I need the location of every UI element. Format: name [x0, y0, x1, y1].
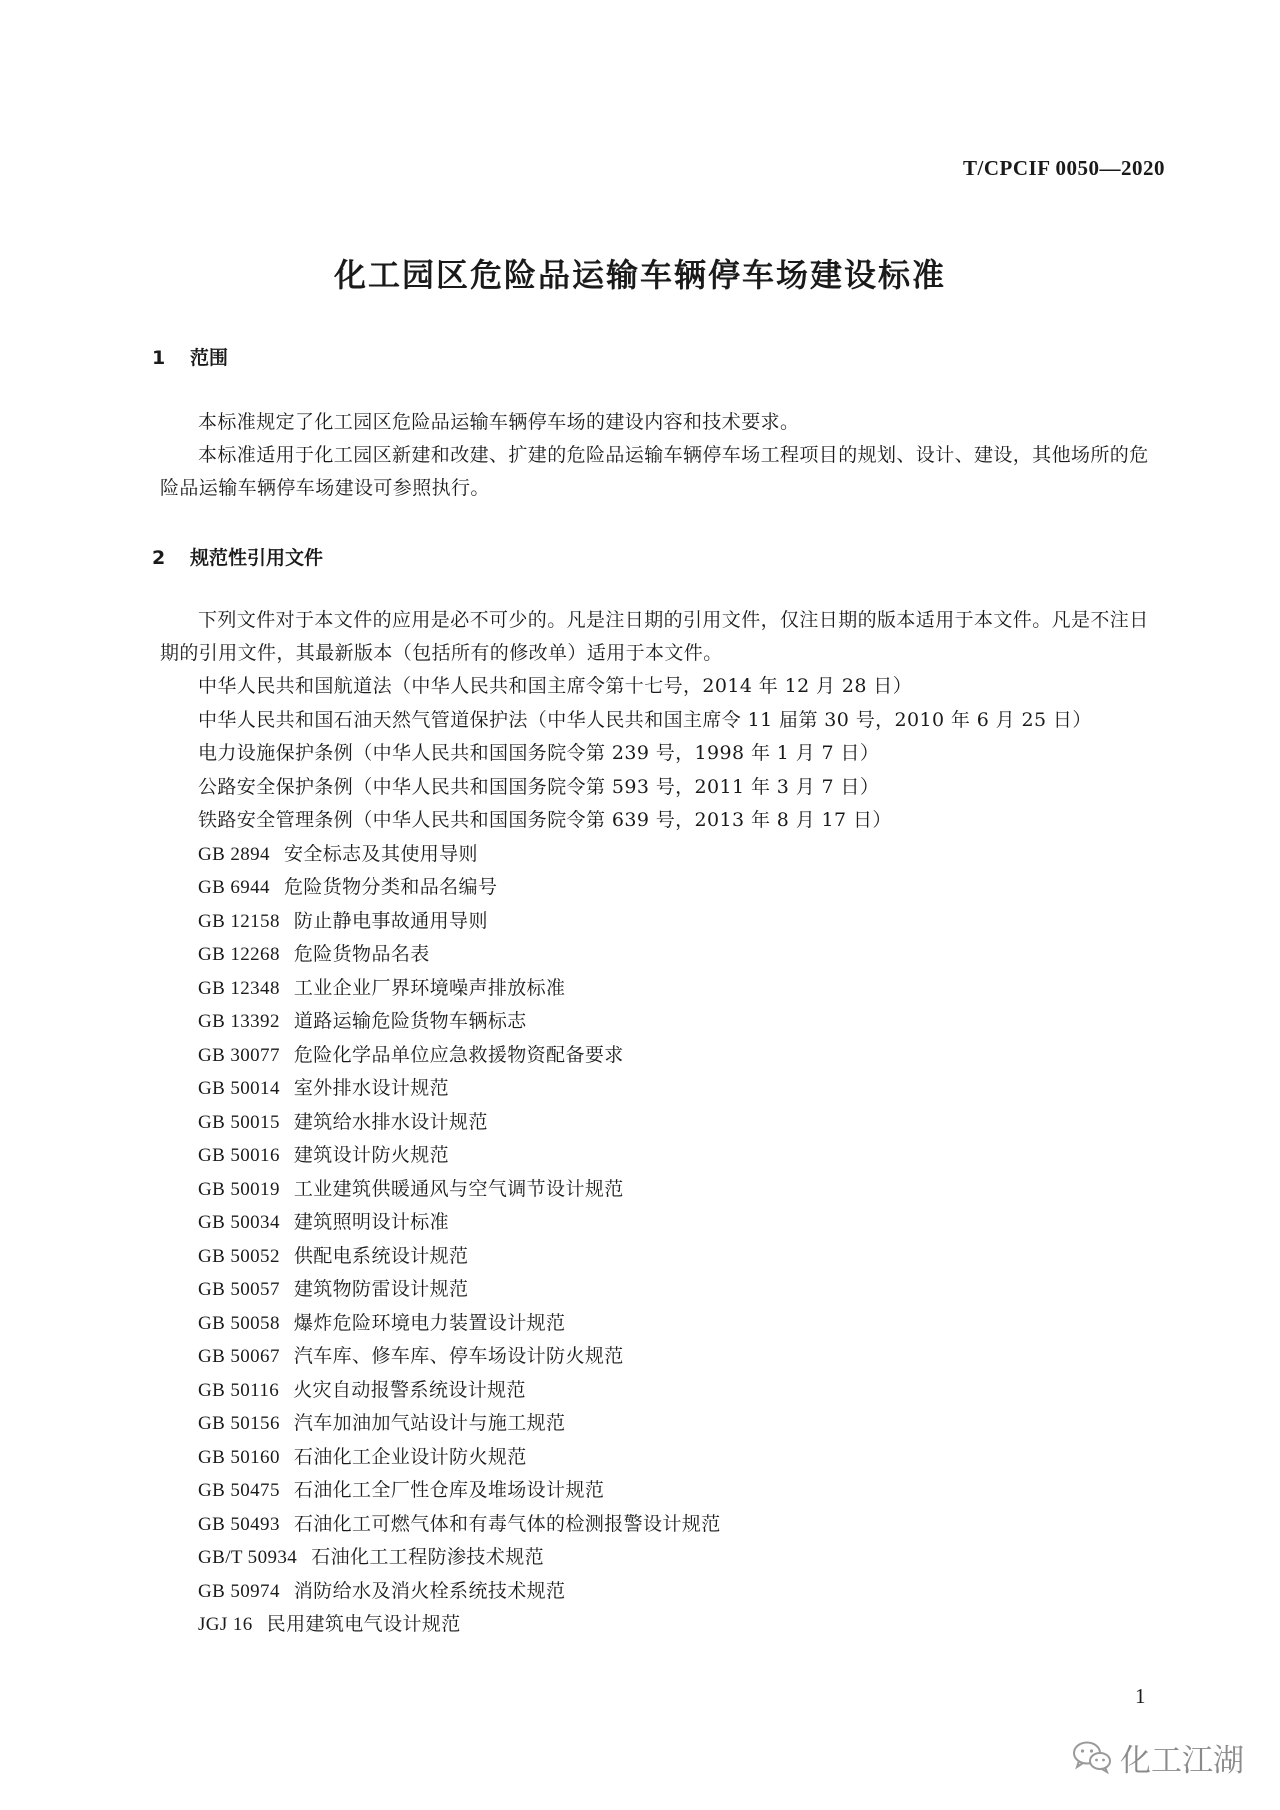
- standard-code: GB 50067: [198, 1346, 280, 1367]
- standard-reference: [198, 838, 1092, 872]
- standard-title: 爆炸危险环境电力装置设计规范: [293, 1311, 566, 1334]
- standard-code: GB 12268: [198, 944, 280, 965]
- standard-reference: [198, 972, 1092, 1006]
- standard-reference: [198, 1072, 1092, 1106]
- standard-code: GB 50974: [198, 1580, 280, 1602]
- law-reference: 铁路安全管理条例（中华人民共和国国务院令第 639 号，2013 年 8 月 17 日）: [198, 809, 892, 831]
- standard-code: GB 13392: [198, 1011, 280, 1032]
- standard-reference: [198, 1206, 1092, 1240]
- standard-title: 防止静电事故通用导则: [293, 909, 488, 932]
- watermark-text: 化工江湖: [1120, 1742, 1244, 1779]
- standard-reference: [198, 871, 1092, 905]
- standard-code: GB 2894: [198, 843, 270, 865]
- standard-code: GB/T 50934: [198, 1547, 298, 1568]
- standard-reference: [198, 1340, 1092, 1374]
- section-2-heading: [152, 543, 323, 570]
- standard-code: GB 50156: [198, 1413, 280, 1434]
- scope-paragraph-1: 本标准规定了化工园区危险品运输车辆停车场的建设内容和技术要求。: [198, 411, 800, 433]
- standard-code: GB 50015: [198, 1111, 280, 1133]
- law-reference: 中华人民共和国石油天然气管道保护法（中华人民共和国主席令 11 届第 30 号，2010 年 6 月 25 日）: [198, 708, 1092, 731]
- standard-number: T/CPCIF 0050—2020: [963, 156, 1165, 180]
- standard-title: 汽车加油加气站设计与施工规范: [293, 1412, 566, 1434]
- standard-reference: [198, 1407, 1092, 1441]
- watermark: [1072, 1735, 1244, 1779]
- standard-title: 工业企业厂界环境噪声排放标准: [293, 976, 566, 999]
- standard-reference: [198, 1139, 1092, 1173]
- standard-reference: [198, 1106, 1092, 1140]
- wechat-icon: [1072, 1740, 1112, 1774]
- standard-title: 石油化工全厂性仓库及堆场设计规范: [293, 1479, 605, 1501]
- standard-code: GB 6944: [198, 877, 270, 898]
- scope-paragraph-2: 本标准适用于化工园区新建和改建、扩建的危险品运输车辆停车场工程项目的规划、设计、建设，其他场所的危险品运输车辆停车场建设可参照执行。: [160, 444, 1149, 499]
- standard-code: GB 50019: [198, 1178, 280, 1200]
- standard-title: 民用建筑电气设计规范: [266, 1613, 461, 1635]
- standard-reference: [198, 905, 1092, 939]
- standard-reference: [198, 938, 1092, 972]
- standard-code: GB 50016: [198, 1145, 280, 1166]
- law-reference: 中华人民共和国航道法（中华人民共和国主席令第十七号，2014 年 12 月 28 日）: [198, 675, 913, 697]
- standard-title: 室外排水设计规范: [293, 1077, 450, 1099]
- standard-title: 建筑照明设计标准: [293, 1211, 450, 1233]
- standard-reference: [198, 1508, 1092, 1542]
- standard-code: GB 12348: [198, 977, 280, 999]
- reference-list: [198, 670, 1092, 1642]
- standard-title: 建筑设计防火规范: [293, 1144, 450, 1166]
- standard-title: 石油化工工程防渗技术规范: [311, 1546, 544, 1568]
- standard-reference: [198, 1441, 1092, 1475]
- standard-reference: [198, 1240, 1092, 1274]
- standard-code: GB 50058: [198, 1312, 280, 1334]
- standard-code: GB 50057: [198, 1279, 280, 1300]
- standard-code: GB 50160: [198, 1446, 280, 1468]
- standard-reference: [198, 1575, 1092, 1609]
- section-1-heading: [152, 343, 228, 370]
- standard-code: GB 30077: [198, 1044, 280, 1066]
- standard-reference: [198, 1005, 1092, 1039]
- standard-reference: [198, 1474, 1092, 1508]
- standard-code: GB 50493: [198, 1513, 280, 1535]
- section-2-title: 规范性引用文件: [190, 547, 324, 569]
- standard-title: 工业建筑供暖通风与空气调节设计规范: [293, 1177, 624, 1200]
- standard-title: 石油化工可燃气体和有毒气体的检测报警设计规范: [293, 1512, 721, 1535]
- standard-title: 石油化工企业设计防火规范: [293, 1445, 527, 1468]
- section-1-title: 范围: [190, 347, 229, 369]
- law-reference: 公路安全保护条例（中华人民共和国国务院令第 593 号，2011 年 3 月 7 日）: [198, 775, 880, 798]
- standard-code: GB 12158: [198, 910, 280, 932]
- standard-code: GB 50014: [198, 1078, 280, 1099]
- standard-title: 安全标志及其使用导则: [283, 842, 478, 865]
- standard-title: 建筑物防雷设计规范: [293, 1278, 469, 1300]
- standard-reference: [198, 1039, 1092, 1073]
- standard-reference: [198, 1374, 1092, 1408]
- standard-title: 危险化学品单位应急救援物资配备要求: [293, 1043, 624, 1066]
- standard-title: 危险货物品名表: [293, 943, 430, 965]
- standard-reference: [198, 1307, 1092, 1341]
- standard-reference: [198, 1173, 1092, 1207]
- standard-title: 火灾自动报警系统设计规范: [293, 1378, 526, 1401]
- standard-code: GB 50052: [198, 1245, 280, 1267]
- standard-title: 汽车库、修车库、停车场设计防火规范: [293, 1345, 624, 1367]
- section-2-number: 2: [152, 547, 166, 569]
- law-reference: 电力设施保护条例（中华人民共和国国务院令第 239 号，1998 年 1 月 7 日）: [198, 742, 880, 764]
- standard-code: GB 50034: [198, 1212, 280, 1233]
- document-title: 化工园区危险品运输车辆停车场建设标准: [333, 256, 946, 294]
- standard-title: 危险货物分类和品名编号: [283, 876, 498, 898]
- standard-code: JGJ 16: [198, 1614, 253, 1635]
- standard-reference: [198, 1608, 1092, 1642]
- standard-title: 供配电系统设计规范: [293, 1244, 469, 1267]
- standard-title: 消防给水及消火栓系统技术规范: [293, 1579, 566, 1602]
- standard-reference: [198, 1541, 1092, 1575]
- standard-title: 建筑给水排水设计规范: [293, 1110, 488, 1133]
- standard-reference: [198, 1273, 1092, 1307]
- section-1-number: 1: [152, 347, 166, 369]
- standard-title: 道路运输危险货物车辆标志: [293, 1010, 527, 1032]
- references-intro: 下列文件对于本文件的应用是必不可少的。凡是注日期的引用文件，仅注日期的版本适用于本文件。凡是不注日期的引用文件，其最新版本（包括所有的修改单）适用于本文件。: [160, 609, 1149, 664]
- page-number: 1: [1135, 1684, 1146, 1708]
- standard-code: GB 50116: [198, 1379, 280, 1401]
- standard-code: GB 50475: [198, 1480, 280, 1501]
